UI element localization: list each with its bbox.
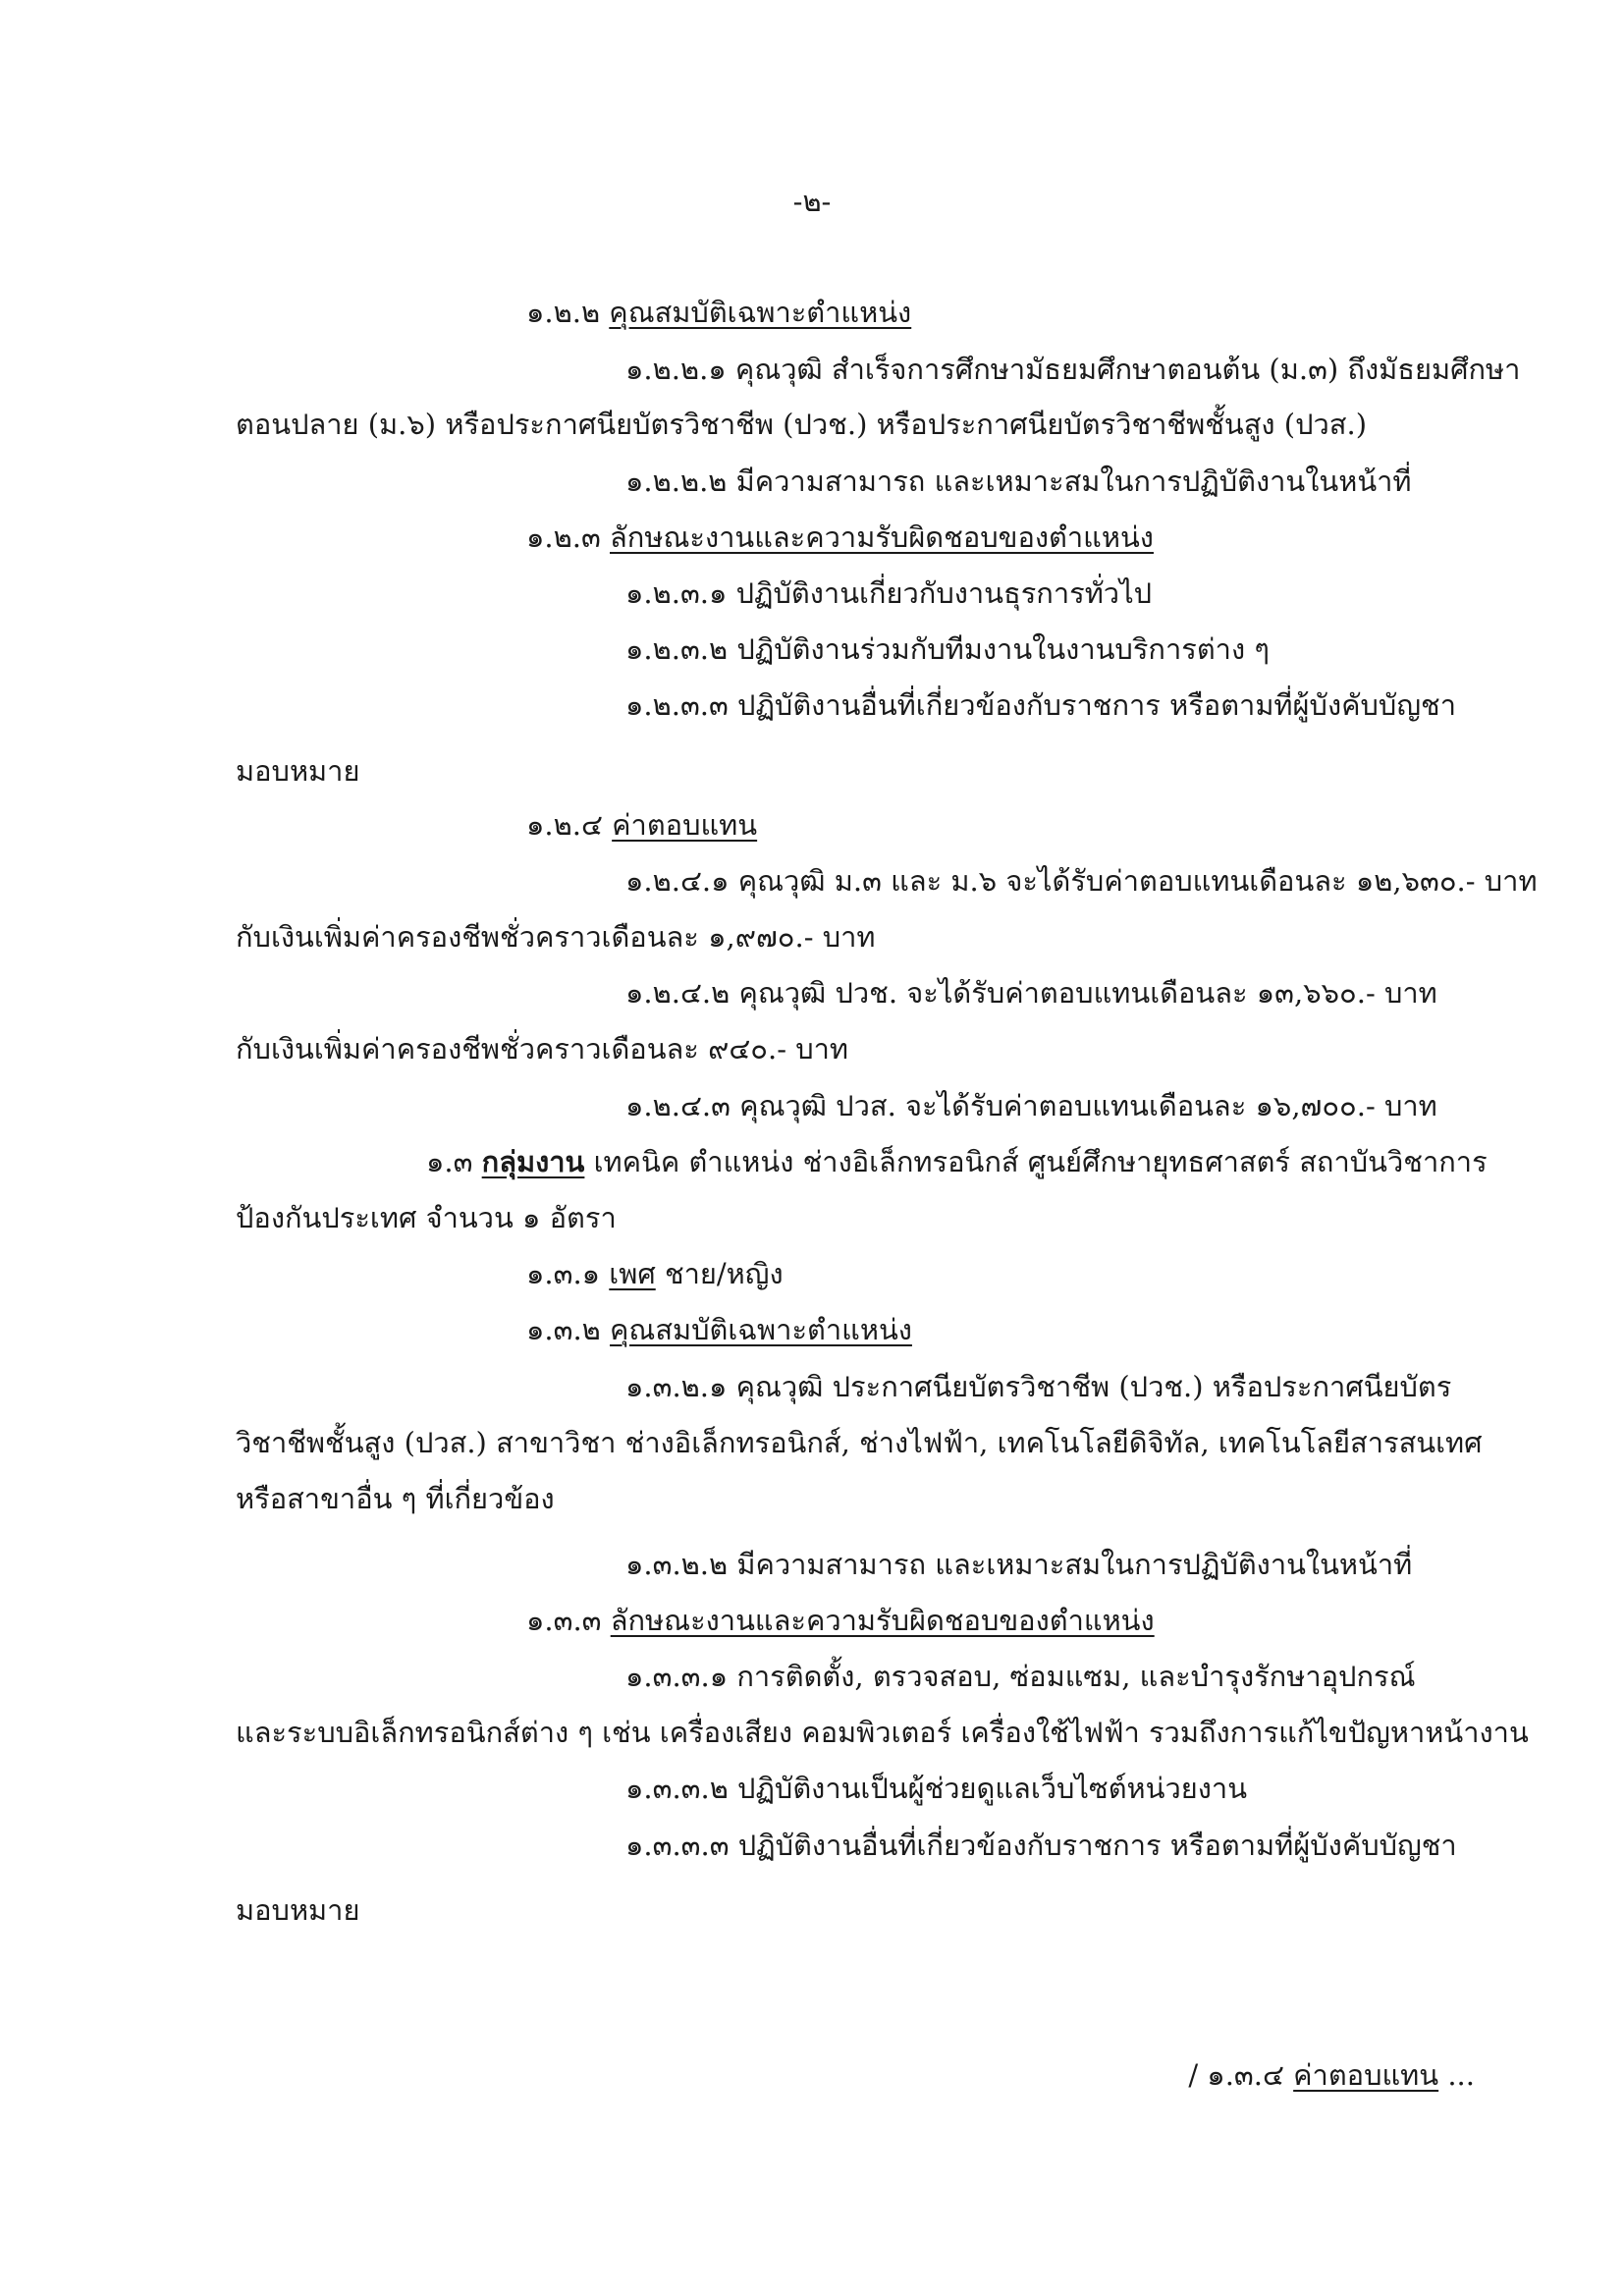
paragraph-line: ๑.๓.๓.๒ ปฏิบัติงานเป็นผู้ช่วยดูแลเว็บไซต์หน่วยงาน bbox=[625, 1772, 1248, 1805]
section-heading: ลักษณะงานและความรับผิดชอบของตำแหน่ง bbox=[610, 1604, 1155, 1637]
section-heading: ค่าตอบแทน bbox=[612, 808, 758, 842]
paragraph-line: หรือสาขาอื่น ๆ ที่เกี่ยวข้อง bbox=[236, 1482, 555, 1515]
paragraph-line: ๑.๒.๒.๒ มีความสามารถ และเหมาะสมในการปฏิบัติงานในหน้าที่ bbox=[625, 465, 1412, 498]
paragraph-line: ๑.๒.๔.๑ คุณวุฒิ ม.๓ และ ม.๖ จะได้รับค่าตอบแทนเดือนละ ๑๒,๖๓๐.- บาท bbox=[625, 864, 1538, 898]
paragraph-line: ๑.๒.๒.๑ คุณวุฒิ สำเร็จการศึกษามัธยมศึกษาตอนต้น (ม.๓) ถึงมัธยมศึกษา bbox=[625, 353, 1521, 386]
paragraph-line: และระบบอิเล็กทรอนิกส์ต่าง ๆ เช่น เครื่องเสียง คอมพิวเตอร์ เครื่องใช้ไฟฟ้า รวมถึงการแก้ไขปัญหาหน้างาน bbox=[236, 1716, 1529, 1749]
section-number: ๑.๒.๔ bbox=[526, 808, 603, 842]
section-number: ๑.๓.๑ bbox=[526, 1257, 601, 1290]
section-1-3-2 bbox=[526, 1310, 912, 1349]
paragraph-line: กับเงินเพิ่มค่าครองชีพชั่วคราวเดือนละ ๙๔๐.- บาท bbox=[236, 1032, 849, 1066]
paragraph-line: วิชาชีพชั้นสูง (ปวส.) สาขาวิชา ช่างอิเล็กทรอนิกส์, ช่างไฟฟ้า, เทคโนโลยีดิจิทัล, เทคโนโลยีสารสนเทศ bbox=[236, 1426, 1483, 1459]
paragraph-line: ๑.๒.๓.๑ ปฏิบัติงานเกี่ยวกับงานธุรการทั่วไป bbox=[625, 576, 1153, 610]
section-1-2-2 bbox=[526, 293, 911, 332]
paragraph-line: ๑.๓.๓.๑ การติดตั้ง, ตรวจสอบ, ซ่อมแซม, และบำรุงรักษาอุปกรณ์ bbox=[625, 1660, 1416, 1693]
footer-prefix: / ๑.๓.๔ bbox=[1188, 2058, 1294, 2092]
paragraph-line: มอบหมาย bbox=[236, 1893, 360, 1927]
paragraph-line: ๑.๒.๔.๒ คุณวุฒิ ปวช. จะได้รับค่าตอบแทนเดือนละ ๑๓,๖๖๐.- บาท bbox=[625, 976, 1437, 1010]
section-heading: ลักษณะงานและความรับผิดชอบของตำแหน่ง bbox=[610, 520, 1154, 554]
section-1-2-4 bbox=[526, 805, 757, 845]
section-1-3 bbox=[426, 1142, 1488, 1181]
paragraph-line: ป้องกันประเทศ จำนวน ๑ อัตรา bbox=[236, 1201, 617, 1234]
section-number: ๑.๓.๓ bbox=[526, 1604, 602, 1637]
section-text: ชาย/หญิง bbox=[655, 1257, 784, 1290]
section-heading: คุณสมบัติเฉพาะตำแหน่ง bbox=[609, 296, 912, 329]
section-number: ๑.๓ bbox=[426, 1145, 473, 1178]
paragraph-line: ๑.๒.๔.๓ คุณวุฒิ ปวส. จะได้รับค่าตอบแทนเดือนละ ๑๖,๗๐๐.- บาท bbox=[625, 1089, 1437, 1122]
footer-suffix: ... bbox=[1438, 2058, 1475, 2092]
paragraph-line: ๑.๒.๓.๒ ปฏิบัติงานร่วมกับทีมงานในงานบริการต่าง ๆ bbox=[625, 632, 1270, 666]
paragraph-line: กับเงินเพิ่มค่าครองชีพชั่วคราวเดือนละ ๑,๙๗๐.- บาท bbox=[236, 920, 876, 954]
paragraph-line: ๑.๓.๒.๒ มีความสามารถ และเหมาะสมในการปฏิบัติงานในหน้าที่ bbox=[625, 1548, 1413, 1581]
paragraph-line: ๑.๓.๓.๓ ปฏิบัติงานอื่นที่เกี่ยวข้องกับราชการ หรือตามที่ผู้บังคับบัญชา bbox=[625, 1829, 1457, 1862]
paragraph-line: ตอนปลาย (ม.๖) หรือประกาศนียบัตรวิชาชีพ (ปวช.) หรือประกาศนียบัตรวิชาชีพชั้นสูง (ปวส.) bbox=[236, 408, 1368, 441]
footer-heading: ค่าตอบแทน bbox=[1293, 2058, 1439, 2092]
page-number: -๒- bbox=[792, 185, 832, 218]
section-heading: กลุ่มงาน bbox=[481, 1145, 585, 1178]
section-1-3-3 bbox=[526, 1601, 1155, 1640]
section-text: เทคนิค ตำแหน่ง ช่างอิเล็กทรอนิกส์ ศูนย์ศึกษายุทธศาสตร์ สถาบันวิชาการ bbox=[584, 1145, 1488, 1178]
section-number: ๑.๓.๒ bbox=[526, 1313, 601, 1346]
section-1-3-1 bbox=[526, 1254, 784, 1293]
continuation-footer bbox=[1188, 2055, 1475, 2095]
section-1-2-3 bbox=[526, 518, 1154, 557]
section-heading: คุณสมบัติเฉพาะตำแหน่ง bbox=[610, 1313, 912, 1346]
section-number: ๑.๒.๓ bbox=[526, 520, 601, 554]
paragraph-line: มอบหมาย bbox=[236, 754, 360, 788]
section-number: ๑.๒.๒ bbox=[526, 296, 601, 329]
paragraph-line: ๑.๒.๓.๓ ปฏิบัติงานอื่นที่เกี่ยวข้องกับราชการ หรือตามที่ผู้บังคับบัญชา bbox=[625, 688, 1456, 722]
paragraph-line: ๑.๓.๒.๑ คุณวุฒิ ประกาศนียบัตรวิชาชีพ (ปวช.) หรือประกาศนียบัตร bbox=[625, 1370, 1452, 1403]
section-heading: เพศ bbox=[609, 1257, 656, 1290]
